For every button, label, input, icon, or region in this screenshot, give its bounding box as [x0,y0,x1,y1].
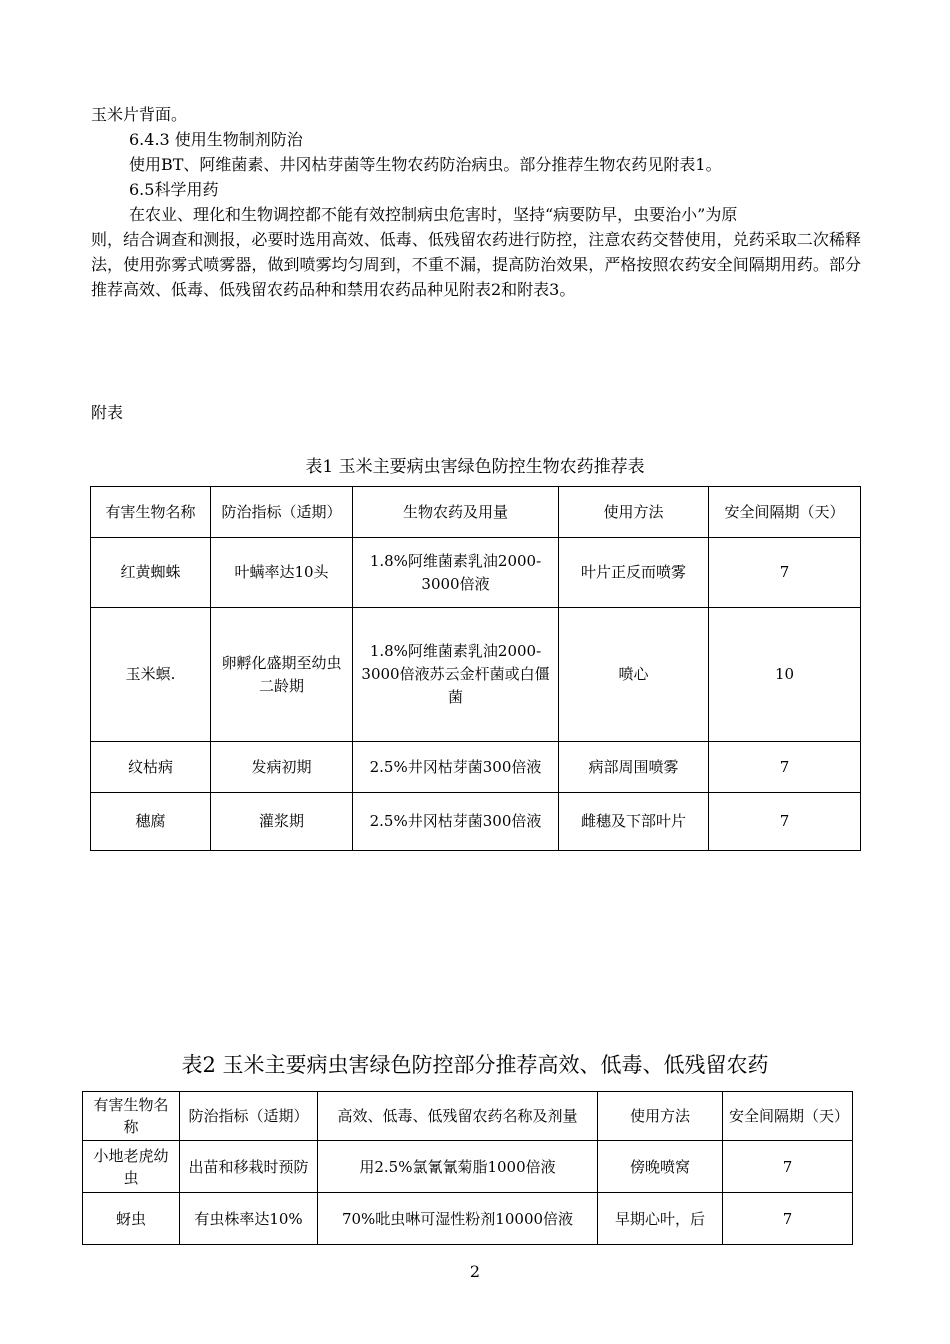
table-cell: 发病初期 [211,742,353,793]
appendix-label: 附表 [91,403,124,422]
table-row [83,1141,853,1193]
table-cell: 10 [709,608,861,742]
table-cell: 蚜虫 [83,1193,180,1245]
table1-header-cell: 防治指标（适期） [211,487,353,538]
table-cell: 出苗和移栽时预防 [180,1141,318,1193]
table-cell: 1.8%阿维菌素乳油2000-3000倍液苏云金杆菌或白僵菌 [353,608,559,742]
table-cell: 70%吡虫啉可湿性粉剂10000倍液 [318,1193,598,1245]
table1-header-cell: 有害生物名称 [91,487,211,538]
table2-header-cell: 防治指标（适期） [180,1092,318,1141]
table-cell: 小地老虎幼虫 [83,1141,180,1193]
table-cell: 灌浆期 [211,793,353,851]
table-cell: 雌穗及下部叶片 [559,793,709,851]
table-cell: 7 [709,793,861,851]
table-cell: 病部周围喷雾 [559,742,709,793]
table-row [91,608,861,742]
table-cell: 7 [723,1141,853,1193]
table-cell: 1.8%阿维菌素乳油2000-3000倍液 [353,538,559,608]
section-6-4-3-text: 使用BT、阿维菌素、井冈枯芽菌等生物农药防治病虫。部分推荐生物农药见附表1。 [129,155,722,174]
table-cell: 有虫株率达10% [180,1193,318,1245]
table-cell: 叶片正反而喷雾 [559,538,709,608]
table1 [90,486,861,851]
section-6-5-title: 6.5科学用药 [129,180,219,199]
table2 [82,1091,853,1245]
table-cell: 用2.5%氯氰氰菊脂1000倍液 [318,1141,598,1193]
table1-caption: 表1 玉米主要病虫害绿色防控生物农药推荐表 [305,457,645,477]
table-cell: 早期心叶，后 [598,1193,723,1245]
section-6-4-3-title: 6.4.3 使用生物制剂防治 [129,130,303,149]
table-row [91,793,861,851]
table-cell: 叶螨率达10头 [211,538,353,608]
section-6-5-first-line: 在农业、理化和生物调控都不能有效控制病虫危害时，坚持“病要防早，虫要治小”为原 [129,205,738,224]
table2-header-cell: 安全间隔期（天） [723,1092,853,1141]
intro-continuation: 玉米片背面。 [91,105,188,124]
table1-header-row [91,487,861,538]
section-6-5-text: 则，结合调查和测报，必要时选用高效、低毒、低残留农药进行防控，注意农药交替使用，兑药采取二次稀释法，使用弥雾式喷雾器，做到喷雾均匀周到，不重不漏，提高防治效果，严格按照农药安全间隔期用药。部分推荐高效、低毒、低残留农药品种和禁用农药品种见附表2和附表3。 [91,230,861,299]
table-cell: 玉米螟. [91,608,211,742]
table-cell: 2.5%井冈枯芽菌300倍液 [353,742,559,793]
table-row [91,538,861,608]
table-cell: 2.5%井冈枯芽菌300倍液 [353,793,559,851]
table-cell: 7 [709,538,861,608]
table2-caption: 表2 玉米主要病虫害绿色防控部分推荐高效、低毒、低残留农药 [181,1053,769,1077]
table-cell: 喷心 [559,608,709,742]
table1-header-cell: 使用方法 [559,487,709,538]
page-number: 2 [469,1262,481,1281]
table2-header-cell: 高效、低毒、低残留农药名称及剂量 [318,1092,598,1141]
table-cell: 傍晚喷窝 [598,1141,723,1193]
table-cell: 纹枯病 [91,742,211,793]
table-cell: 卵孵化盛期至幼虫二龄期 [211,608,353,742]
table2-header-row [83,1092,853,1141]
table2-header-cell: 有害生物名称 [83,1092,180,1141]
table-cell: 红黄蜘蛛 [91,538,211,608]
table-cell: 7 [709,742,861,793]
table1-header-cell: 生物农药及用量 [353,487,559,538]
table-row [91,742,861,793]
table-cell: 7 [723,1193,853,1245]
table-row [83,1193,853,1245]
table2-header-cell: 使用方法 [598,1092,723,1141]
table-cell: 穗腐 [91,793,211,851]
table1-header-cell: 安全间隔期（天） [709,487,861,538]
